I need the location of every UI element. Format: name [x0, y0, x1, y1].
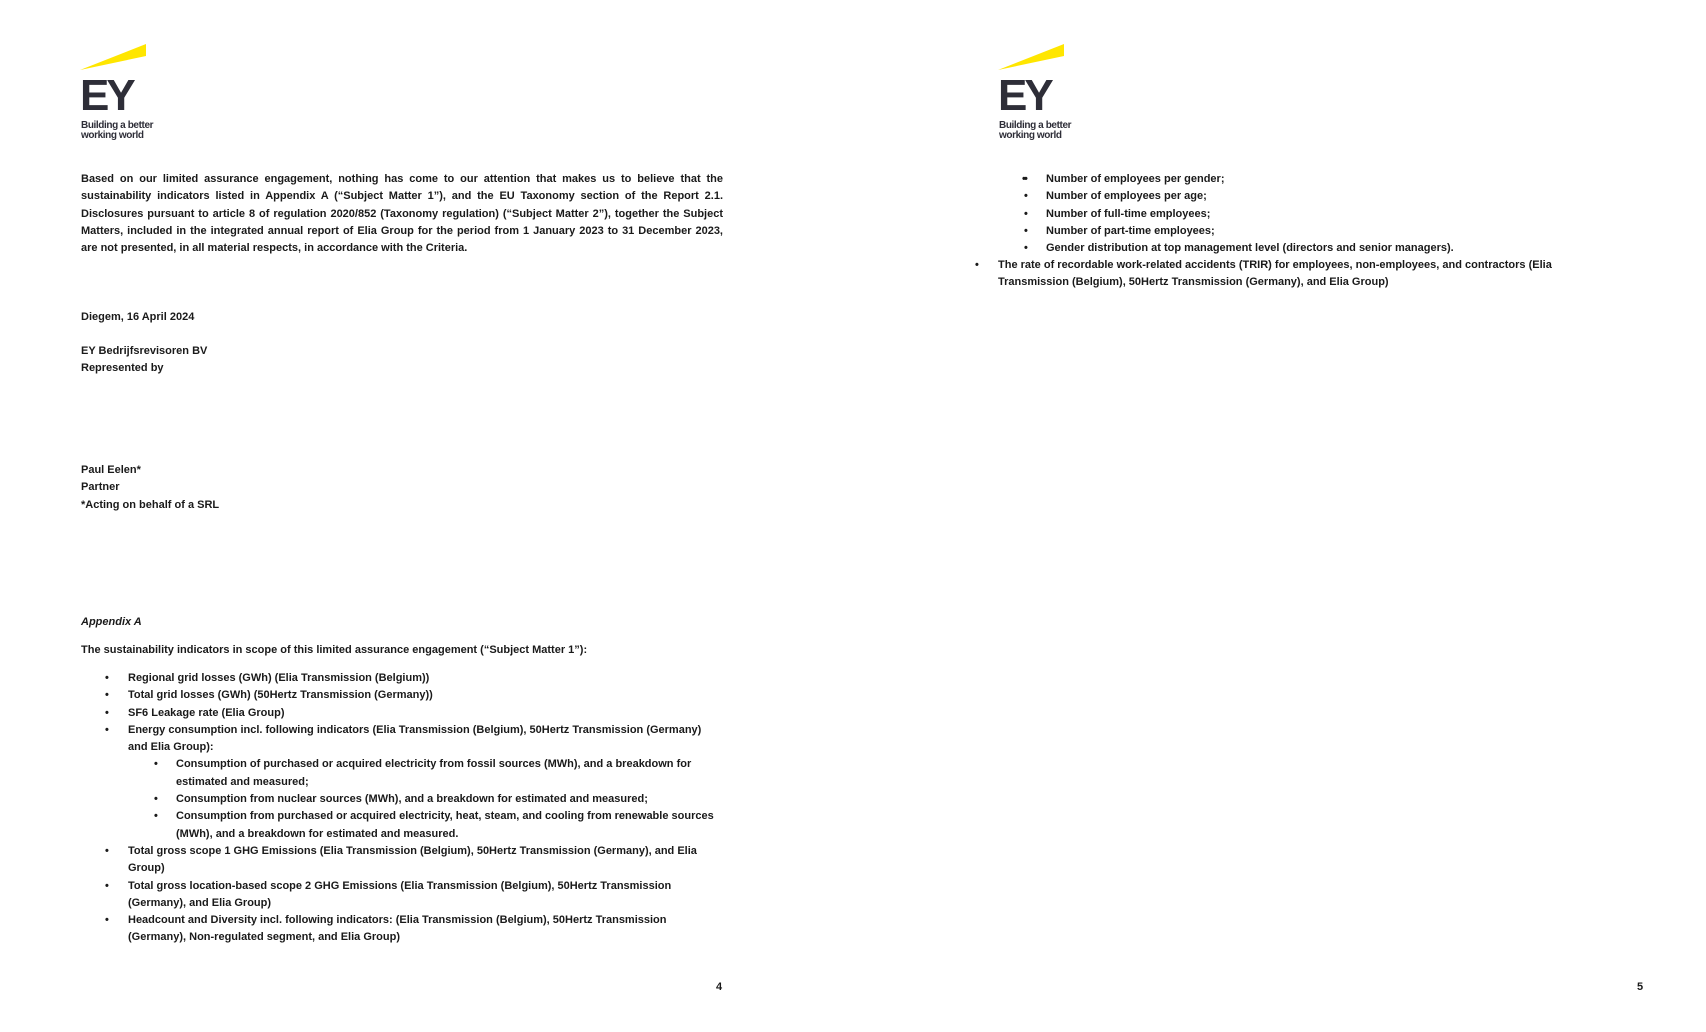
continued-list — [998, 171, 1578, 257]
list-item: • Total gross location-based scope 2 GHG Emissions (Elia Transmission (Belgium), 50Hertz Transmission (Germany), and Elia Group) — [81, 878, 721, 913]
list-item: • Total gross scope 1 GHG Emissions (Elia Transmission (Belgium), 50Hertz Transmission (Germany), and Elia Group) — [81, 843, 721, 878]
ey-logo-wordmark: EY — [80, 71, 133, 120]
ey-beam-icon — [80, 44, 150, 72]
ey-logo-tagline — [999, 121, 1099, 141]
represented-by: Represented by — [81, 362, 164, 375]
list-item: • The rate of recordable work-related accidents (TRIR) for employees, non-employees, and contractors (Elia Transmission (Belgium), 50Hertz Transmission (Germany), and Elia Group) — [951, 257, 1578, 292]
conclusion-paragraph: Based on our limited assurance engagement, nothing has come to our attention that makes us to believe that the sustainability indicators listed in Appendix A (“Subject Matter 1”), and the EU Taxonomy section of the Report 2.1. Disclosures pursuant to article 8 of regulation 2020/852 (Taxonomy regulation) (“Subject Matter 2”), together the Subject Matters, included in the integrated annual report of Elia Group for the period from 1 January 2023 to 31 December 2023, are not presented, in all material respects, in accordance with the Criteria. — [81, 173, 723, 255]
sub-list-item: • Gender distribution at top management level (directors and senior managers). — [998, 240, 1578, 257]
signature-block — [81, 343, 207, 378]
report-page-5 — [853, 0, 1706, 1032]
appendix-intro: The sustainability indicators in scope of this limited assurance engagement (“Subject Matter 1”): — [81, 644, 588, 656]
list-item: • SF6 Leakage rate (Elia Group) — [81, 705, 721, 722]
signatory-note: *Acting on behalf of a SRL — [81, 498, 220, 511]
page-number: 5 — [1637, 981, 1644, 993]
ey-logo — [80, 44, 170, 144]
list-item: • Total grid losses (GWh) (50Hertz Transmission (Germany)) — [81, 687, 721, 704]
ey-logo — [998, 44, 1088, 144]
sub-list-item: • Number of employees per age; — [998, 188, 1578, 205]
place-date: Diegem, 16 April 2024 — [81, 311, 195, 323]
tagline-line-1: Building a better — [81, 120, 154, 131]
ey-logo-tagline — [81, 121, 181, 141]
ey-beam-icon — [998, 44, 1068, 72]
list-item-continued — [998, 171, 1578, 257]
list-item: • Headcount and Diversity incl. following indicators: (Elia Transmission (Belgium), 50Hertz Transmission (Germany), Non-regulated segment, and Elia Group) — [81, 912, 721, 947]
appendix-title: Appendix A — [81, 616, 142, 628]
sub-list-item: • Consumption from purchased or acquired electricity, heat, steam, and cooling from renewable sources (MWh), and a breakdown for estimated and measured. — [128, 808, 721, 843]
appendix-list — [81, 670, 721, 947]
sub-list-item: • Number of full-time employees; — [998, 206, 1578, 223]
sub-list-item: • Consumption from nuclear sources (MWh), and a breakdown for estimated and measured; — [128, 791, 721, 808]
tagline-line-2: working world — [999, 130, 1062, 141]
signatory-name: Paul Eelen* — [81, 464, 141, 476]
energy-sub-list — [128, 756, 721, 842]
firm-name: EY Bedrijfsrevisoren BV — [81, 345, 208, 357]
sub-list-item: • Consumption of purchased or acquired electricity from fossil sources (MWh), and a breakdown for estimated and measured; — [128, 756, 721, 791]
list-item-text: Energy consumption incl. following indicators (Elia Transmission (Belgium), 50Hertz Transmission (Germany) and Elia Group): — [128, 723, 702, 754]
trir-list — [998, 257, 1578, 292]
sub-list-item: • Number of part-time employees; — [998, 223, 1578, 240]
list-item — [81, 722, 721, 843]
tagline-line-1: Building a better — [999, 120, 1072, 131]
ey-logo-wordmark: EY — [998, 71, 1051, 120]
tagline-line-2: working world — [81, 130, 144, 141]
signatory-block — [81, 462, 219, 514]
signatory-role: Partner — [81, 481, 120, 494]
page-number: 4 — [716, 981, 723, 993]
sub-list-item: • • Number of employees per gender; — [998, 171, 1578, 188]
list-item: • Regional grid losses (GWh) (Elia Transmission (Belgium)) — [81, 670, 721, 687]
